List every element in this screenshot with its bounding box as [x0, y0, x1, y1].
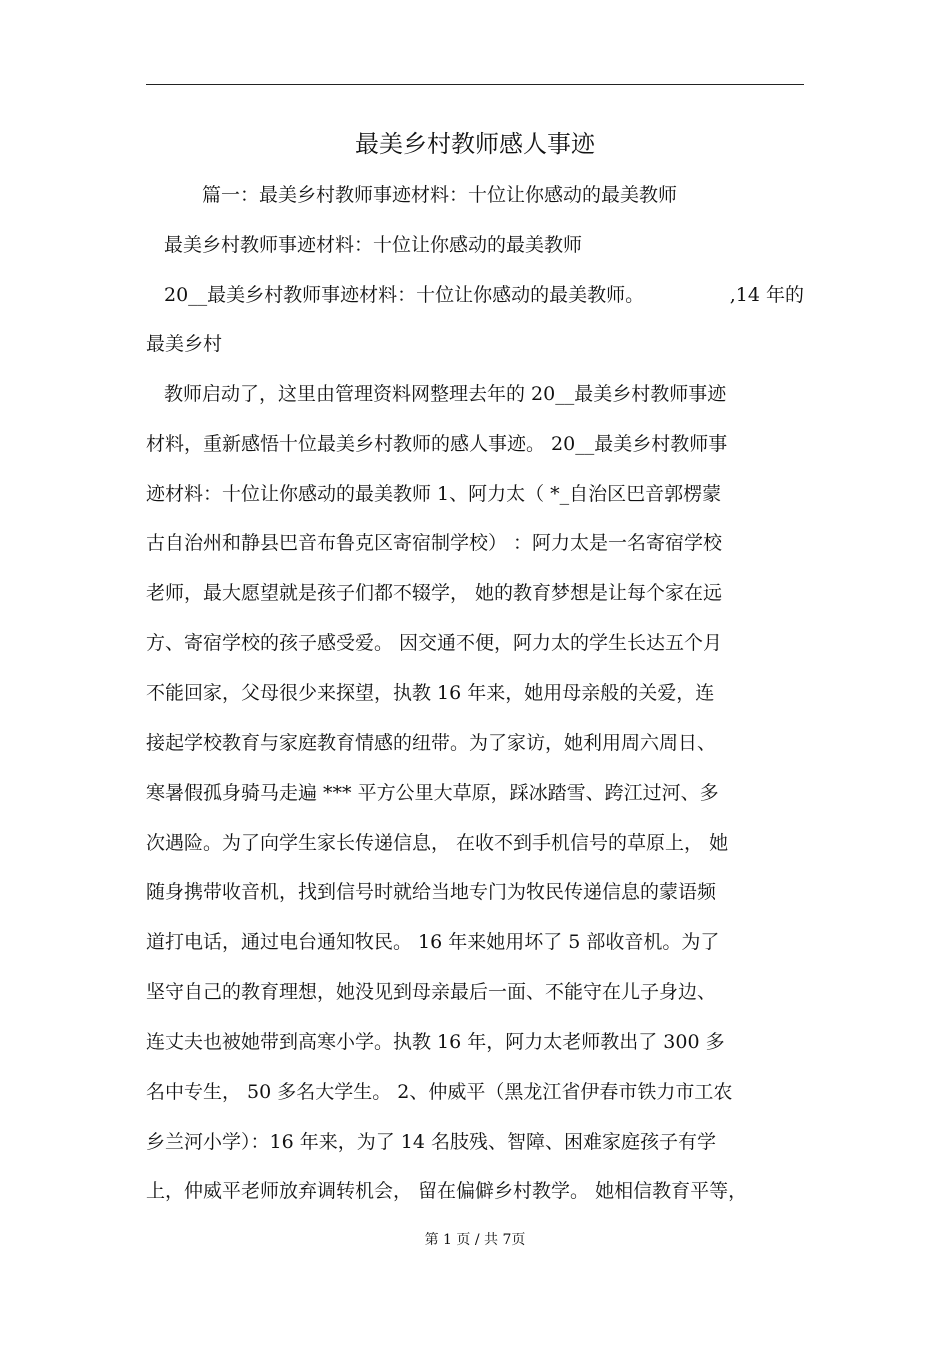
- intro-continuation: 最美乡村: [146, 333, 223, 355]
- header-rule: [146, 84, 804, 85]
- body-line: 上，仲威平老师放弃调转机会， 留在偏僻乡村教学。 她相信教育平等，: [146, 1180, 748, 1202]
- body-line: 接起学校教育与家庭教育情感的纽带。为了家访，她利用周六周日、: [146, 732, 717, 754]
- body-line: 名中专生， 50 多名大学生。 2、仲威平（黑龙江省伊春市铁力市工农: [146, 1081, 733, 1103]
- body-line: 教师启动了，这里由管理资料网整理去年的 20__最美乡村教师事迹: [164, 383, 727, 405]
- body-line: 古自治州和静县巴音布鲁克区寄宿制学校） ：阿力太是一名寄宿学校: [146, 532, 723, 554]
- body-line: 坚守自己的教育理想，她没见到母亲最后一面、不能守在儿子身边、: [146, 981, 717, 1003]
- body-line: 寒暑假孤身骑马走遍 *** 平方公里大草原，踩冰踏雪、跨江过河、多: [146, 782, 719, 804]
- body-line: 老师，最大愿望就是孩子们都不辍学， 她的教育梦想是让每个家在远: [146, 582, 723, 604]
- body-line: 方、寄宿学校的孩子感受爱。 因交通不便，阿力太的学生长达五个月: [146, 632, 723, 654]
- section-heading: 篇一：最美乡村教师事迹材料：十位让你感动的最美教师: [202, 184, 678, 206]
- body-line: 随身携带收音机，找到信号时就给当地专门为牧民传递信息的蒙语频: [146, 881, 717, 903]
- body-line: 乡兰河小学）：16 年来，为了 14 名肢残、智障、困难家庭孩子有学: [146, 1131, 716, 1153]
- intro-text: 20__最美乡村教师事迹材料：十位让你感动的最美教师。: [164, 284, 645, 306]
- subheading: 最美乡村教师事迹材料：十位让你感动的最美教师: [164, 234, 583, 256]
- body-line: 不能回家，父母很少来探望，执教 16 年来，她用母亲般的关爱，连: [146, 682, 715, 704]
- intro-line: [146, 280, 804, 310]
- body-line: 次遇险。为了向学生家长传递信息， 在收不到手机信号的草原上， 她: [146, 832, 729, 854]
- body-line: 迹材料：十位让你感动的最美教师 1、阿力太（ *_自治区巴音郭楞蒙: [146, 483, 722, 505]
- document-title: 最美乡村教师感人事迹: [355, 130, 595, 158]
- page-number: 第 1 页 / 共 7页: [424, 1232, 526, 1248]
- intro-year: ,14 年的: [729, 284, 804, 306]
- body-line: 连丈夫也被她带到高寒小学。执教 16 年，阿力太老师教出了 300 多: [146, 1031, 725, 1053]
- body-line: 材料，重新感悟十位最美乡村教师的感人事迹。 20__最美乡村教师事: [146, 433, 728, 455]
- body-line: 道打电话，通过电台通知牧民。 16 年来她用坏了 5 部收音机。为了: [146, 931, 720, 953]
